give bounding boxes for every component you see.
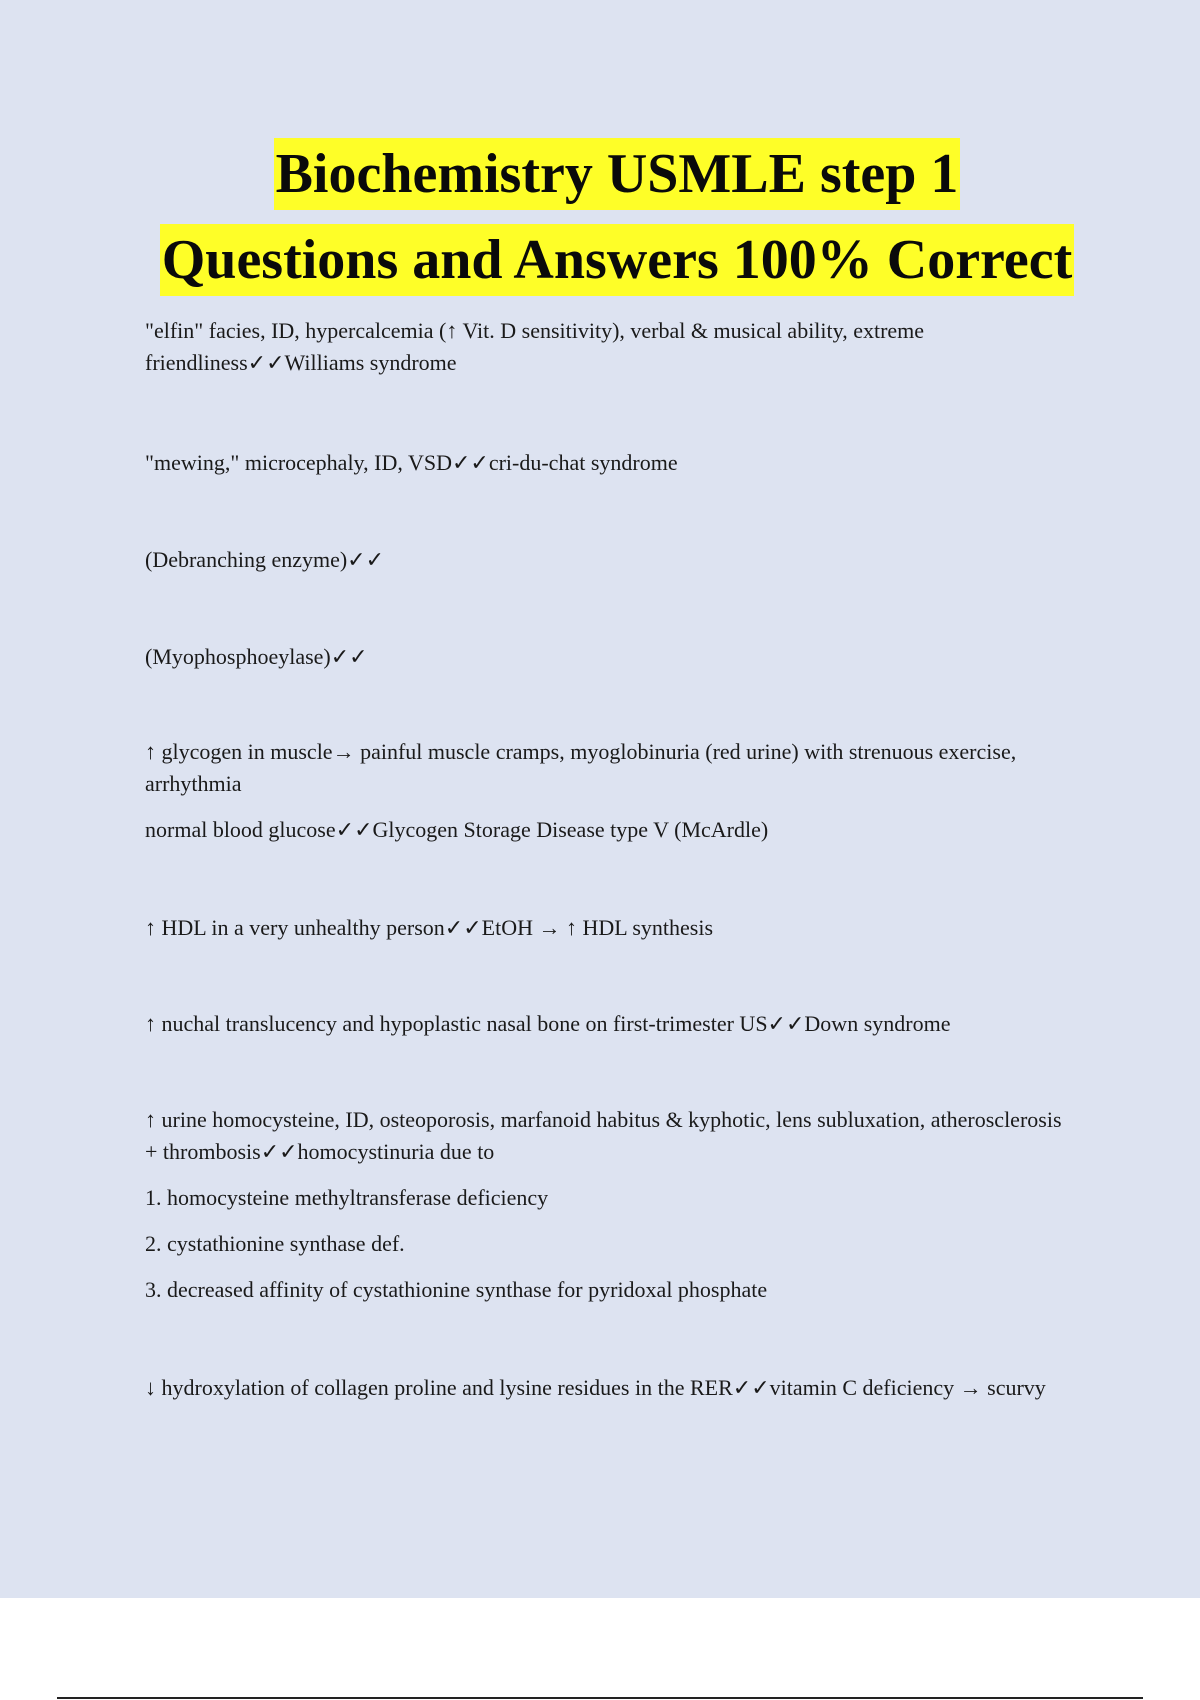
- qa-entry-scurvy: [145, 1372, 1065, 1404]
- qa-entry-debranching: [145, 544, 1065, 576]
- list-item: 3. decreased affinity of cystathionine synthase for pyridoxal phosphate: [145, 1277, 768, 1302]
- entry-text: "elfin" facies, ID, hypercalcemia (↑ Vit. D sensitivity), verbal & musical ability, extreme friendliness✓✓Williams syndrome: [145, 318, 925, 375]
- entry-text: (Debranching enzyme)✓✓: [145, 547, 385, 572]
- qa-entry-cri-du-chat: [145, 447, 1065, 479]
- entry-text: ↑ urine homocysteine, ID, osteoporosis, marfanoid habitus & kyphotic, lens subluxation, atherosclerosis + thrombosis✓✓homocystinuria due to: [145, 1107, 1062, 1164]
- document-title: [0, 138, 1200, 296]
- qa-entry-hdl: [145, 912, 1065, 944]
- entry-text: "mewing," microcephaly, ID, VSD✓✓cri-du-chat syndrome: [145, 450, 678, 475]
- qa-entry-williams: [145, 315, 1065, 379]
- entry-text: (Myophosphoeylase)✓✓: [145, 644, 368, 669]
- qa-entry-mcardle: [145, 736, 1065, 846]
- qa-entry-down-syndrome: [145, 1008, 1065, 1040]
- entry-text: normal blood glucose✓✓Glycogen Storage Disease type V (McArdle): [145, 817, 769, 842]
- list-item: 1. homocysteine methyltransferase deficiency: [145, 1185, 549, 1210]
- entry-text: ↑ glycogen in muscle→ painful muscle cramps, myoglobinuria (red urine) with strenuous exercise, arrhythmia: [145, 739, 1017, 796]
- title-line-1: Biochemistry USMLE step 1: [274, 138, 961, 210]
- qa-entry-myophosphorylase: [145, 641, 1065, 673]
- qa-entry-homocystinuria: [145, 1104, 1065, 1306]
- list-item: 2. cystathionine synthase def.: [145, 1231, 405, 1256]
- page-divider: [57, 1697, 1143, 1699]
- title-line-2: Questions and Answers 100% Correct: [160, 224, 1075, 296]
- entry-text: ↓ hydroxylation of collagen proline and lysine residues in the RER✓✓vitamin C deficiency → scurvy: [145, 1375, 1046, 1400]
- entry-text: ↑ HDL in a very unhealthy person✓✓EtOH → ↑ HDL synthesis: [145, 915, 714, 940]
- entry-text: ↑ nuchal translucency and hypoplastic nasal bone on first-trimester US✓✓Down syndrome: [145, 1011, 951, 1036]
